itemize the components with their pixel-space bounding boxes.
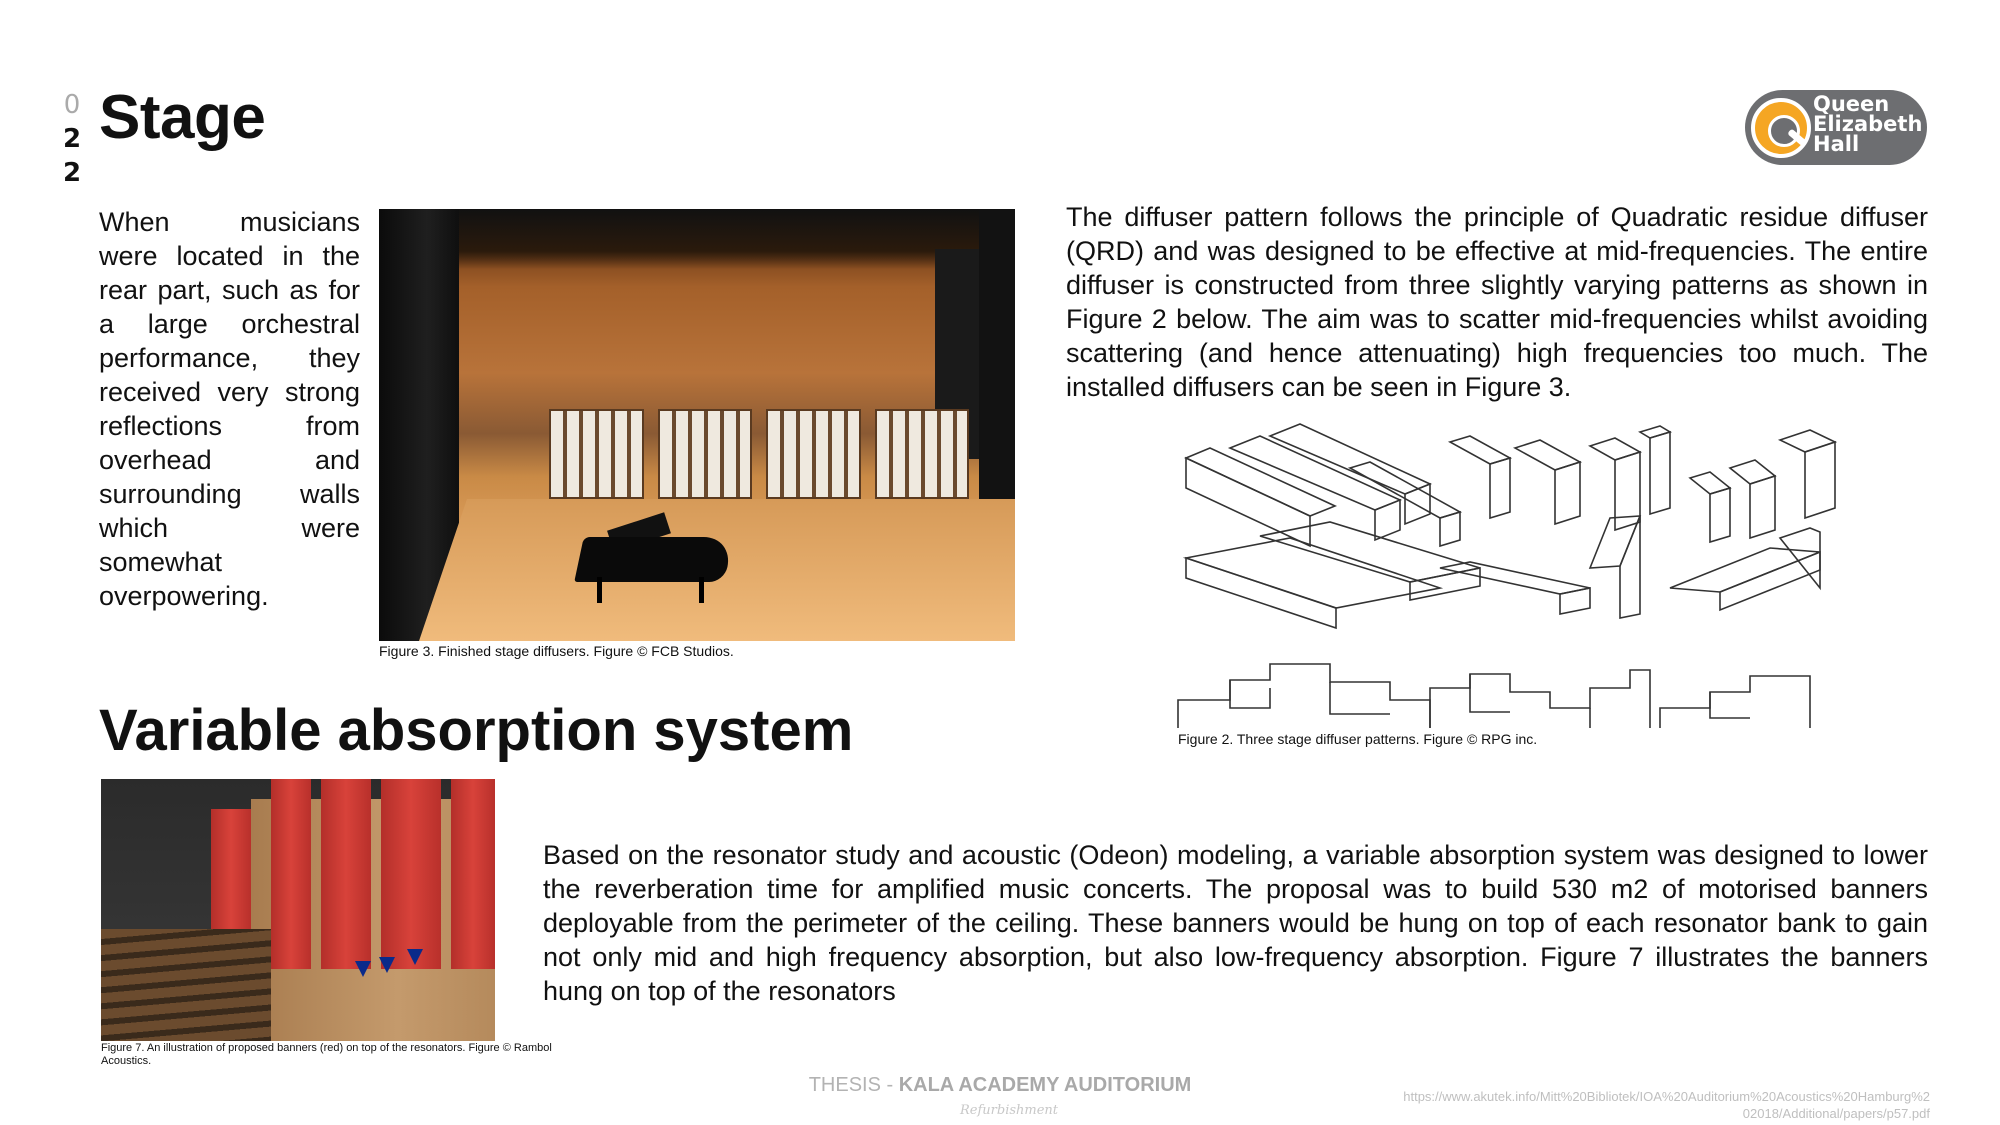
- diffuser-figure-caption: Figure 2. Three stage diffuser patterns. Figure © RPG inc.: [1178, 731, 1538, 747]
- logo-line: Queen: [1813, 92, 1890, 116]
- diffuser-pattern-1: [1186, 424, 1460, 546]
- lighting-rig: [439, 209, 999, 269]
- red-banner: [381, 779, 441, 969]
- title-part: system: [637, 698, 854, 763]
- title-part-bold: absorption: [337, 698, 638, 763]
- auditorium-seats: [101, 929, 271, 1041]
- logo-text: [1813, 94, 1922, 154]
- stage-photo-caption: Figure 3. Finished stage diffusers. Figure © FCB Studios.: [379, 643, 734, 659]
- grand-piano-icon: [549, 527, 729, 597]
- logo-line: Elizabeth: [1813, 112, 1923, 136]
- red-banner: [271, 779, 311, 969]
- footer-thesis-title: [760, 1074, 1240, 1097]
- footer-label: THESIS -: [808, 1074, 899, 1096]
- page-number-digit: 2: [62, 124, 82, 154]
- banners-illustration-photo: [101, 779, 495, 1041]
- footer-source-link[interactable]: https://www.akutek.info/Mitt%20Bibliotek/IOA%20Auditorium%20Acoustics%20Hamburg%202018/Additional/papers/p57.pdf: [1403, 1089, 1930, 1121]
- arrow-down-icon: [355, 961, 371, 977]
- stage-diffusers-photo: [379, 209, 1015, 641]
- title-part: Variable: [99, 698, 338, 763]
- arrow-down-icon: [379, 957, 395, 973]
- footer-title: KALA ACADEMY AUDITORIUM: [898, 1074, 1192, 1096]
- queen-elizabeth-hall-logo: [1745, 90, 1927, 165]
- logo-line: Hall: [1813, 132, 1860, 156]
- stage-paragraph: When musicians were located in the rear part, such as for a large orchestral performance, they received very strong reflections from overhead and surrounding walls which were somewhat overpowering.: [99, 207, 360, 611]
- section-title: Stage: [99, 83, 266, 152]
- page-number-digit: 2: [62, 158, 82, 188]
- diffuser-bottom-row: [1178, 664, 1810, 728]
- red-banner: [451, 779, 495, 969]
- diffuser-pattern-3: [1690, 430, 1835, 542]
- diffuser-pattern-2: [1450, 426, 1670, 530]
- q-logo-icon: [1751, 98, 1811, 158]
- variable-absorption-title: [99, 697, 853, 765]
- red-banner: [321, 779, 371, 969]
- diffuser-patterns-drawing: [1170, 418, 1846, 728]
- arrow-down-icon: [407, 949, 423, 965]
- page-number: [62, 88, 82, 190]
- variable-absorption-paragraph: Based on the resonator study and acoustic (Odeon) modeling, a variable absorption system was designed to lower the reverberation time for amplified music concerts. The proposal was to build 530 m2 of motorised banners deployable from the perimeter of the ceiling. These banners would be hung on top of each resonator bank to gain not only mid and high frequency absorption, but also low-frequency absorption. Figure 7 illustrates the banners hung on top of the resonators: [543, 840, 1928, 1006]
- diffuser-paragraph: The diffuser pattern follows the principle of Quadratic residue diffuser (QRD) and was designed to be effective at mid-frequencies. The entire diffuser is constructed from three slightly varying patterns as shown in Figure 2 below. The aim was to scatter mid-frequencies whilst avoiding scattering (and hence attenuating) high frequencies too much. The installed diffusers can be seen in Figure 3.: [1066, 202, 1928, 402]
- footer-subtitle: Refurbishment: [960, 1103, 1059, 1118]
- diffuser-panels: [549, 409, 969, 499]
- banner-photo-caption: Figure 7. An illustration of proposed banners (red) on top of the resonators. Figure © Rambol Acoustics.: [101, 1042, 552, 1067]
- page-number-digit: 0: [63, 90, 81, 120]
